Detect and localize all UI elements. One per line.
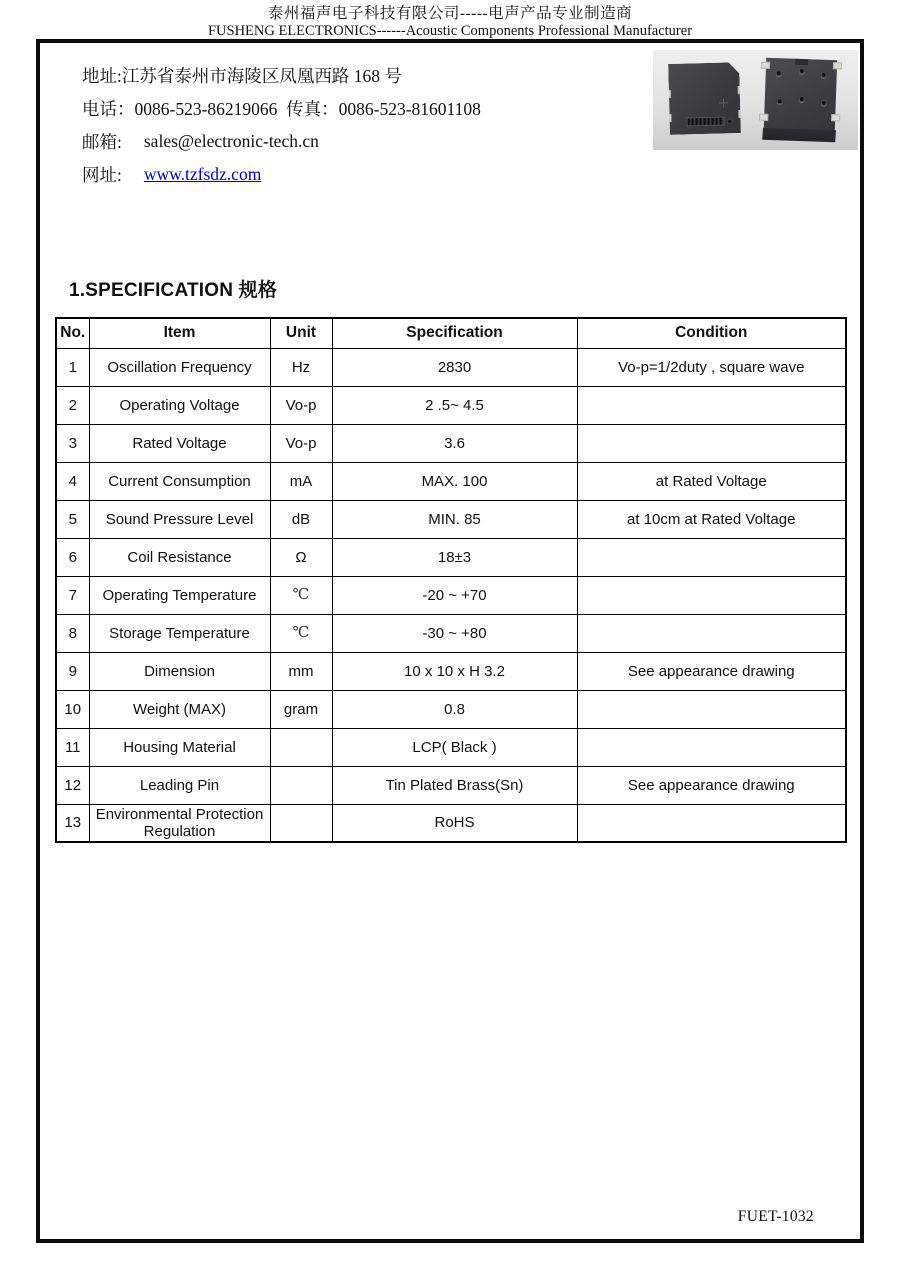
- cell-item: Operating Temperature: [89, 576, 270, 614]
- buzzer-hole: [777, 98, 783, 104]
- cell-spec: 3.6: [332, 424, 577, 462]
- table-row: [56, 424, 846, 462]
- buzzer-sound-slot: [686, 116, 724, 126]
- cell-unit: ℃: [270, 576, 332, 614]
- cell-spec: MAX. 100: [332, 462, 577, 500]
- document-number: FUET-1032: [737, 1208, 814, 1225]
- buzzer-hole: [799, 96, 805, 102]
- cell-spec: Tin Plated Brass(Sn): [332, 766, 577, 804]
- table-row: [56, 386, 846, 424]
- cell-no: 13: [56, 804, 89, 842]
- cell-spec: 2830: [332, 348, 577, 386]
- cell-cond: Vo-p=1/2duty , square wave: [577, 348, 846, 386]
- cell-spec: LCP( Black ): [332, 728, 577, 766]
- solder-tab: [665, 114, 671, 122]
- cell-unit: [270, 728, 332, 766]
- cell-unit: [270, 804, 332, 842]
- cell-no: 1: [56, 348, 89, 386]
- cell-no: 11: [56, 728, 89, 766]
- polarity-plus-mark: [719, 98, 728, 107]
- solder-pad: [831, 114, 840, 121]
- buzzer-hole: [776, 70, 782, 76]
- cell-item: Coil Resistance: [89, 538, 270, 576]
- cell-unit: Hz: [270, 348, 332, 386]
- cell-cond: [577, 690, 846, 728]
- cell-cond: [577, 804, 846, 842]
- cell-unit: gram: [270, 690, 332, 728]
- table-header-row: [56, 318, 846, 348]
- solder-pad: [833, 62, 842, 69]
- cell-spec: 0.8: [332, 690, 577, 728]
- cell-unit: dB: [270, 500, 332, 538]
- email-label: 邮箱:: [82, 132, 122, 152]
- cell-no: 10: [56, 690, 89, 728]
- content-frame: [36, 39, 864, 1243]
- cell-cond: [577, 538, 846, 576]
- cell-spec: MIN. 85: [332, 500, 577, 538]
- col-header-no: No.: [56, 318, 89, 348]
- cell-cond: See appearance drawing: [577, 652, 846, 690]
- cell-item: Oscillation Frequency: [89, 348, 270, 386]
- buzzer-side-face: [762, 128, 836, 143]
- cell-no: 4: [56, 462, 89, 500]
- col-header-unit: Unit: [270, 318, 332, 348]
- table-row: [56, 348, 846, 386]
- table-row: [56, 462, 846, 500]
- company-name-english: FUSHENG ELECTRONICS------Acoustic Components Professional Manufacturer: [207, 23, 693, 39]
- buzzer-bottom-view: [764, 58, 837, 131]
- buzzer-hole: [821, 72, 827, 78]
- cell-no: 12: [56, 766, 89, 804]
- specification-table: [55, 317, 847, 843]
- cell-no: 3: [56, 424, 89, 462]
- cell-no: 2: [56, 386, 89, 424]
- cell-item: Storage Temperature: [89, 614, 270, 652]
- table-row: [56, 576, 846, 614]
- cell-spec: -30 ~ +80: [332, 614, 577, 652]
- cell-item: Rated Voltage: [89, 424, 270, 462]
- email-value: sales@electronic-tech.cn: [143, 131, 319, 151]
- solder-pad: [759, 114, 768, 121]
- cell-item: Sound Pressure Level: [89, 500, 270, 538]
- website-line: [82, 158, 481, 191]
- table-row: [56, 690, 846, 728]
- cell-unit: Ω: [270, 538, 332, 576]
- company-name-chinese: 泰州福声电子科技有限公司-----电声产品专业制造商: [267, 5, 633, 22]
- page-header: [36, 0, 864, 44]
- cell-item: Leading Pin: [89, 766, 270, 804]
- col-header-specification: Specification: [332, 318, 577, 348]
- cell-item: Weight (MAX): [89, 690, 270, 728]
- col-header-condition: Condition: [577, 318, 846, 348]
- table-row: [56, 804, 846, 842]
- cell-cond: at 10cm at Rated Voltage: [577, 500, 846, 538]
- email-line: [82, 125, 481, 158]
- cell-cond: at Rated Voltage: [577, 462, 846, 500]
- cell-spec: RoHS: [332, 804, 577, 842]
- buzzer-hole: [821, 100, 827, 106]
- cell-item: Current Consumption: [89, 462, 270, 500]
- col-header-item: Item: [89, 318, 270, 348]
- cell-unit: Vo-p: [270, 424, 332, 462]
- cell-spec: -20 ~ +70: [332, 576, 577, 614]
- solder-tab: [738, 86, 744, 94]
- website-label: 网址:: [82, 165, 122, 185]
- table-row: [56, 500, 846, 538]
- solder-tab: [738, 110, 744, 118]
- cell-cond: [577, 576, 846, 614]
- buzzer-vent-hole: [727, 118, 733, 124]
- solder-tab: [665, 90, 671, 98]
- cell-unit: ℃: [270, 614, 332, 652]
- cell-item: Housing Material: [89, 728, 270, 766]
- cell-no: 6: [56, 538, 89, 576]
- table-row: [56, 728, 846, 766]
- contact-block: [82, 59, 481, 191]
- table-row: [56, 538, 846, 576]
- cell-cond: [577, 614, 846, 652]
- cell-item: Environmental Protection Regulation: [89, 804, 270, 842]
- cell-cond: [577, 424, 846, 462]
- cell-spec: 10 x 10 x H 3.2: [332, 652, 577, 690]
- cell-item: Dimension: [89, 652, 270, 690]
- solder-pad: [761, 62, 770, 69]
- cell-unit: mm: [270, 652, 332, 690]
- cell-cond: [577, 386, 846, 424]
- buzzer-notch: [795, 59, 808, 65]
- phone-fax-line: 电话：0086-523-86219066 传真：0086-523-81601108: [82, 99, 481, 119]
- cell-spec: 2 .5~ 4.5: [332, 386, 577, 424]
- table-row: [56, 766, 846, 804]
- buzzer-hole: [799, 68, 805, 74]
- cell-unit: Vo-p: [270, 386, 332, 424]
- buzzer-top-view: [668, 62, 741, 135]
- cell-spec: 18±3: [332, 538, 577, 576]
- address-line: 地址:江苏省泰州市海陵区凤凰西路 168 号: [82, 66, 402, 86]
- section-title: 1.SPECIFICATION 规格: [69, 280, 278, 301]
- cell-no: 9: [56, 652, 89, 690]
- cell-no: 7: [56, 576, 89, 614]
- table-row: [56, 652, 846, 690]
- cell-item: Operating Voltage: [89, 386, 270, 424]
- cell-cond: See appearance drawing: [577, 766, 846, 804]
- cell-no: 5: [56, 500, 89, 538]
- cell-unit: mA: [270, 462, 332, 500]
- website-link[interactable]: www.tzfsdz.com: [143, 164, 262, 184]
- cell-no: 8: [56, 614, 89, 652]
- product-photo: [653, 50, 858, 150]
- cell-unit: [270, 766, 332, 804]
- cell-cond: [577, 728, 846, 766]
- table-row: [56, 614, 846, 652]
